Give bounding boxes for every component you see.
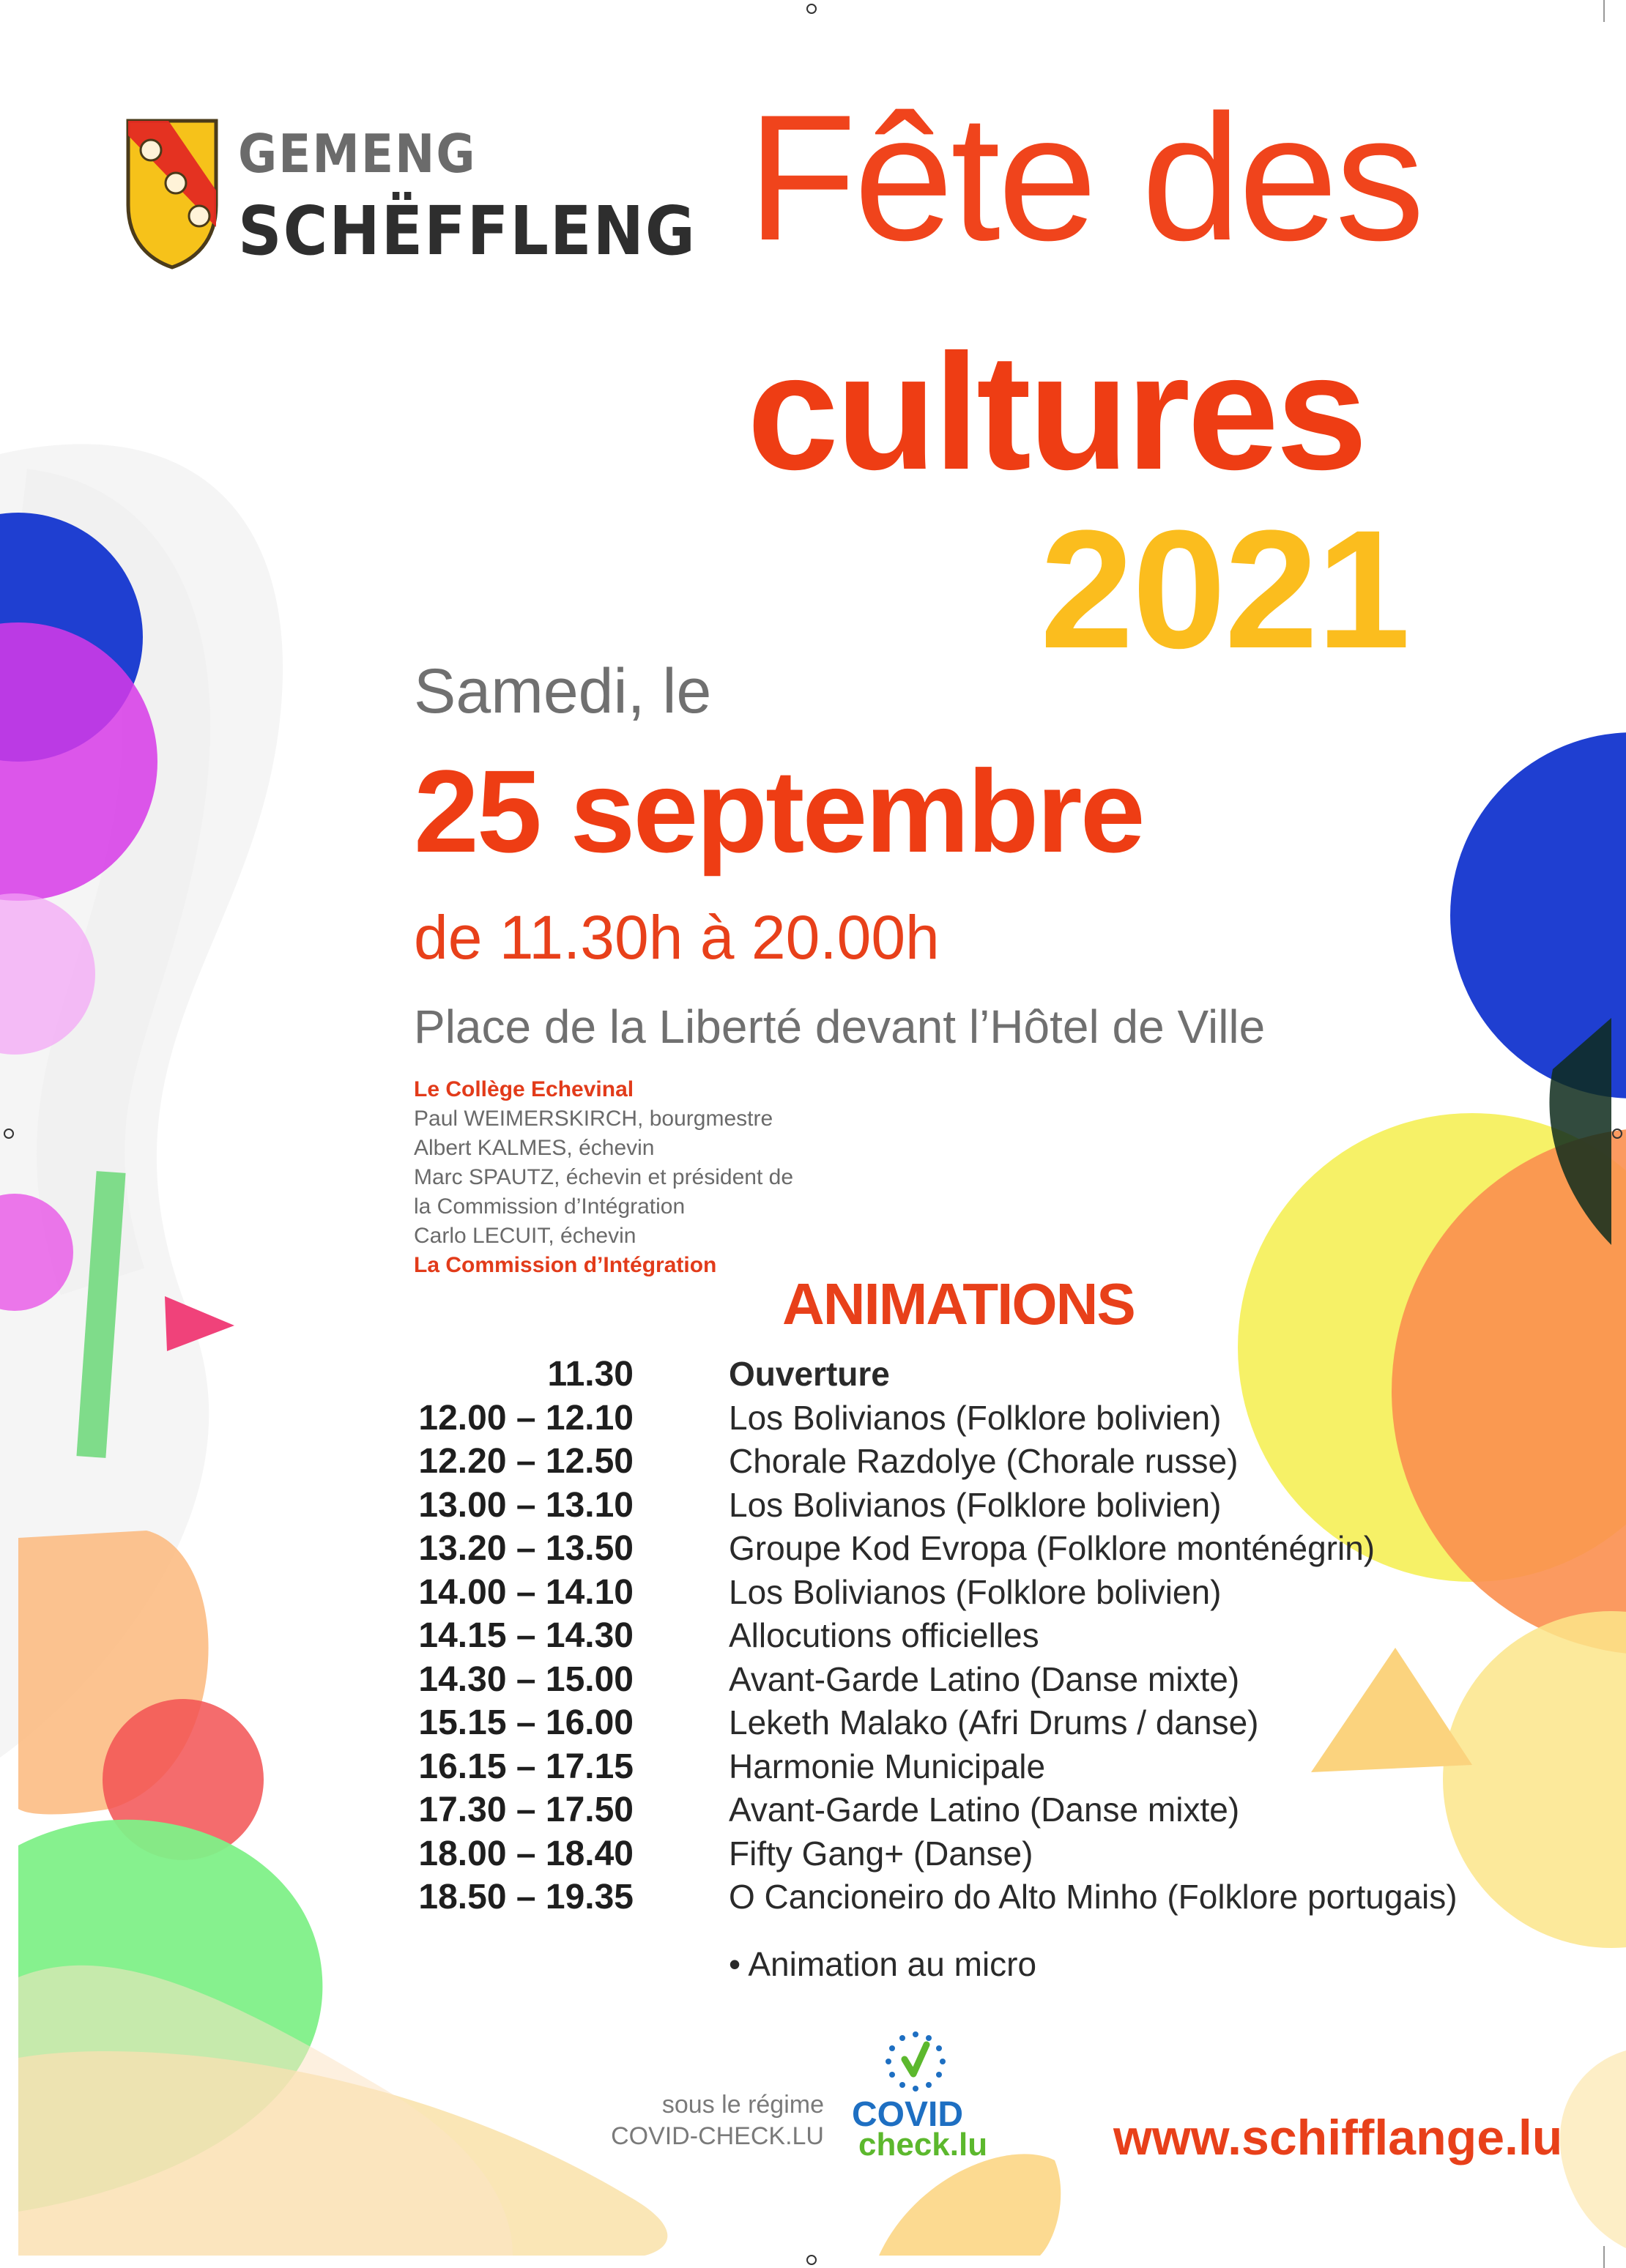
schedule-time: 11.30	[547, 1355, 634, 1394]
bottom-right-drop	[879, 2154, 1061, 2256]
right-light-blob	[1560, 2051, 1626, 2248]
schedule-act: O Cancioneiro do Alto Minho (Folklore portugais)	[729, 1878, 1458, 1916]
covid-check-label: check.lu	[858, 2127, 988, 2163]
schedule-time: 14.00 – 14.10	[418, 1572, 634, 1612]
credit-line: Albert KALMES, échevin	[414, 1136, 655, 1160]
logo-line-1: GEMENG	[238, 123, 477, 185]
right-pale-yellow-circle	[1443, 1611, 1626, 1948]
schedule-act: Avant-Garde Latino (Danse mixte)	[729, 1791, 1240, 1829]
schedule-time: 15.15 – 16.00	[418, 1703, 634, 1742]
eu-stars-check-icon	[883, 2029, 948, 2094]
day-label: Samedi, le	[414, 656, 712, 726]
schedule-act: Ouverture	[729, 1355, 890, 1393]
schedule-time: 13.00 – 13.10	[418, 1485, 634, 1525]
schedule-act: Groupe Kod Evropa (Folklore monténégrin)	[729, 1529, 1376, 1567]
credit-line: Marc SPAUTZ, échevin et président de	[414, 1165, 793, 1189]
title-year: 2021	[1040, 495, 1409, 683]
schedule-act: Harmonie Municipale	[729, 1747, 1046, 1785]
schedule-time: 18.50 – 19.35	[418, 1878, 634, 1916]
website-link[interactable]: www.schifflange.lu	[1113, 2110, 1563, 2165]
regime-line-1: sous le régime	[661, 2091, 824, 2119]
schedule-time: 14.15 – 14.30	[418, 1616, 634, 1655]
schedule-time: 12.00 – 12.10	[418, 1398, 634, 1438]
schedule-time: 17.30 – 17.50	[418, 1791, 634, 1829]
event-place: Place de la Liberté devant l’Hôtel de Ville	[414, 1000, 1266, 1053]
title-line-1: Fête des	[747, 77, 1422, 278]
credit-line: Carlo LECUIT, échevin	[414, 1224, 636, 1248]
pink-triangle	[165, 1296, 234, 1351]
title-line-2: cultures	[747, 319, 1365, 504]
covid-label: COVID	[852, 2095, 964, 2134]
schedule-act: Avant-Garde Latino (Danse mixte)	[729, 1659, 1240, 1698]
credit-line: Paul WEIMERSKIRCH, bourgmestre	[414, 1107, 773, 1131]
commission-heading: La Commission d’Intégration	[414, 1253, 717, 1277]
event-hours: de 11.30h à 20.00h	[414, 903, 940, 972]
logo-line-2: SCHËFFLENG	[238, 192, 697, 270]
schedule-act: Chorale Razdolye (Chorale russe)	[729, 1442, 1239, 1480]
extra-animation: • Animation au micro	[729, 1945, 1037, 1983]
yellow-triangle	[1311, 1648, 1472, 1772]
shield-crest-icon	[125, 117, 220, 271]
schedule-time: 13.20 – 13.50	[418, 1529, 634, 1568]
schedule-act: Los Bolivianos (Folklore bolivien)	[729, 1572, 1222, 1611]
schedule-time: 18.00 – 18.40	[418, 1834, 634, 1873]
schedule-time: 14.30 – 15.00	[418, 1659, 634, 1699]
credit-line: la Commission d’Intégration	[414, 1194, 686, 1219]
event-date: 25 septembre	[414, 746, 1143, 877]
regime-line-2: COVID-CHECK.LU	[611, 2122, 824, 2150]
schedule-act: Allocutions officielles	[729, 1616, 1039, 1654]
animations-heading: ANIMATIONS	[782, 1271, 1135, 1336]
schedule-act: Leketh Malako (Afri Drums / danse)	[729, 1703, 1259, 1741]
schedule-act: Los Bolivianos (Folklore bolivien)	[729, 1485, 1222, 1524]
credits-block	[414, 1075, 793, 1280]
schedule-act: Los Bolivianos (Folklore bolivien)	[729, 1398, 1222, 1437]
schedule-act: Fifty Gang+ (Danse)	[729, 1834, 1033, 1873]
schedule-time: 12.20 – 12.50	[418, 1442, 634, 1481]
college-heading: Le Collège Echevinal	[414, 1077, 634, 1101]
schedule-time: 16.15 – 17.15	[418, 1747, 634, 1786]
